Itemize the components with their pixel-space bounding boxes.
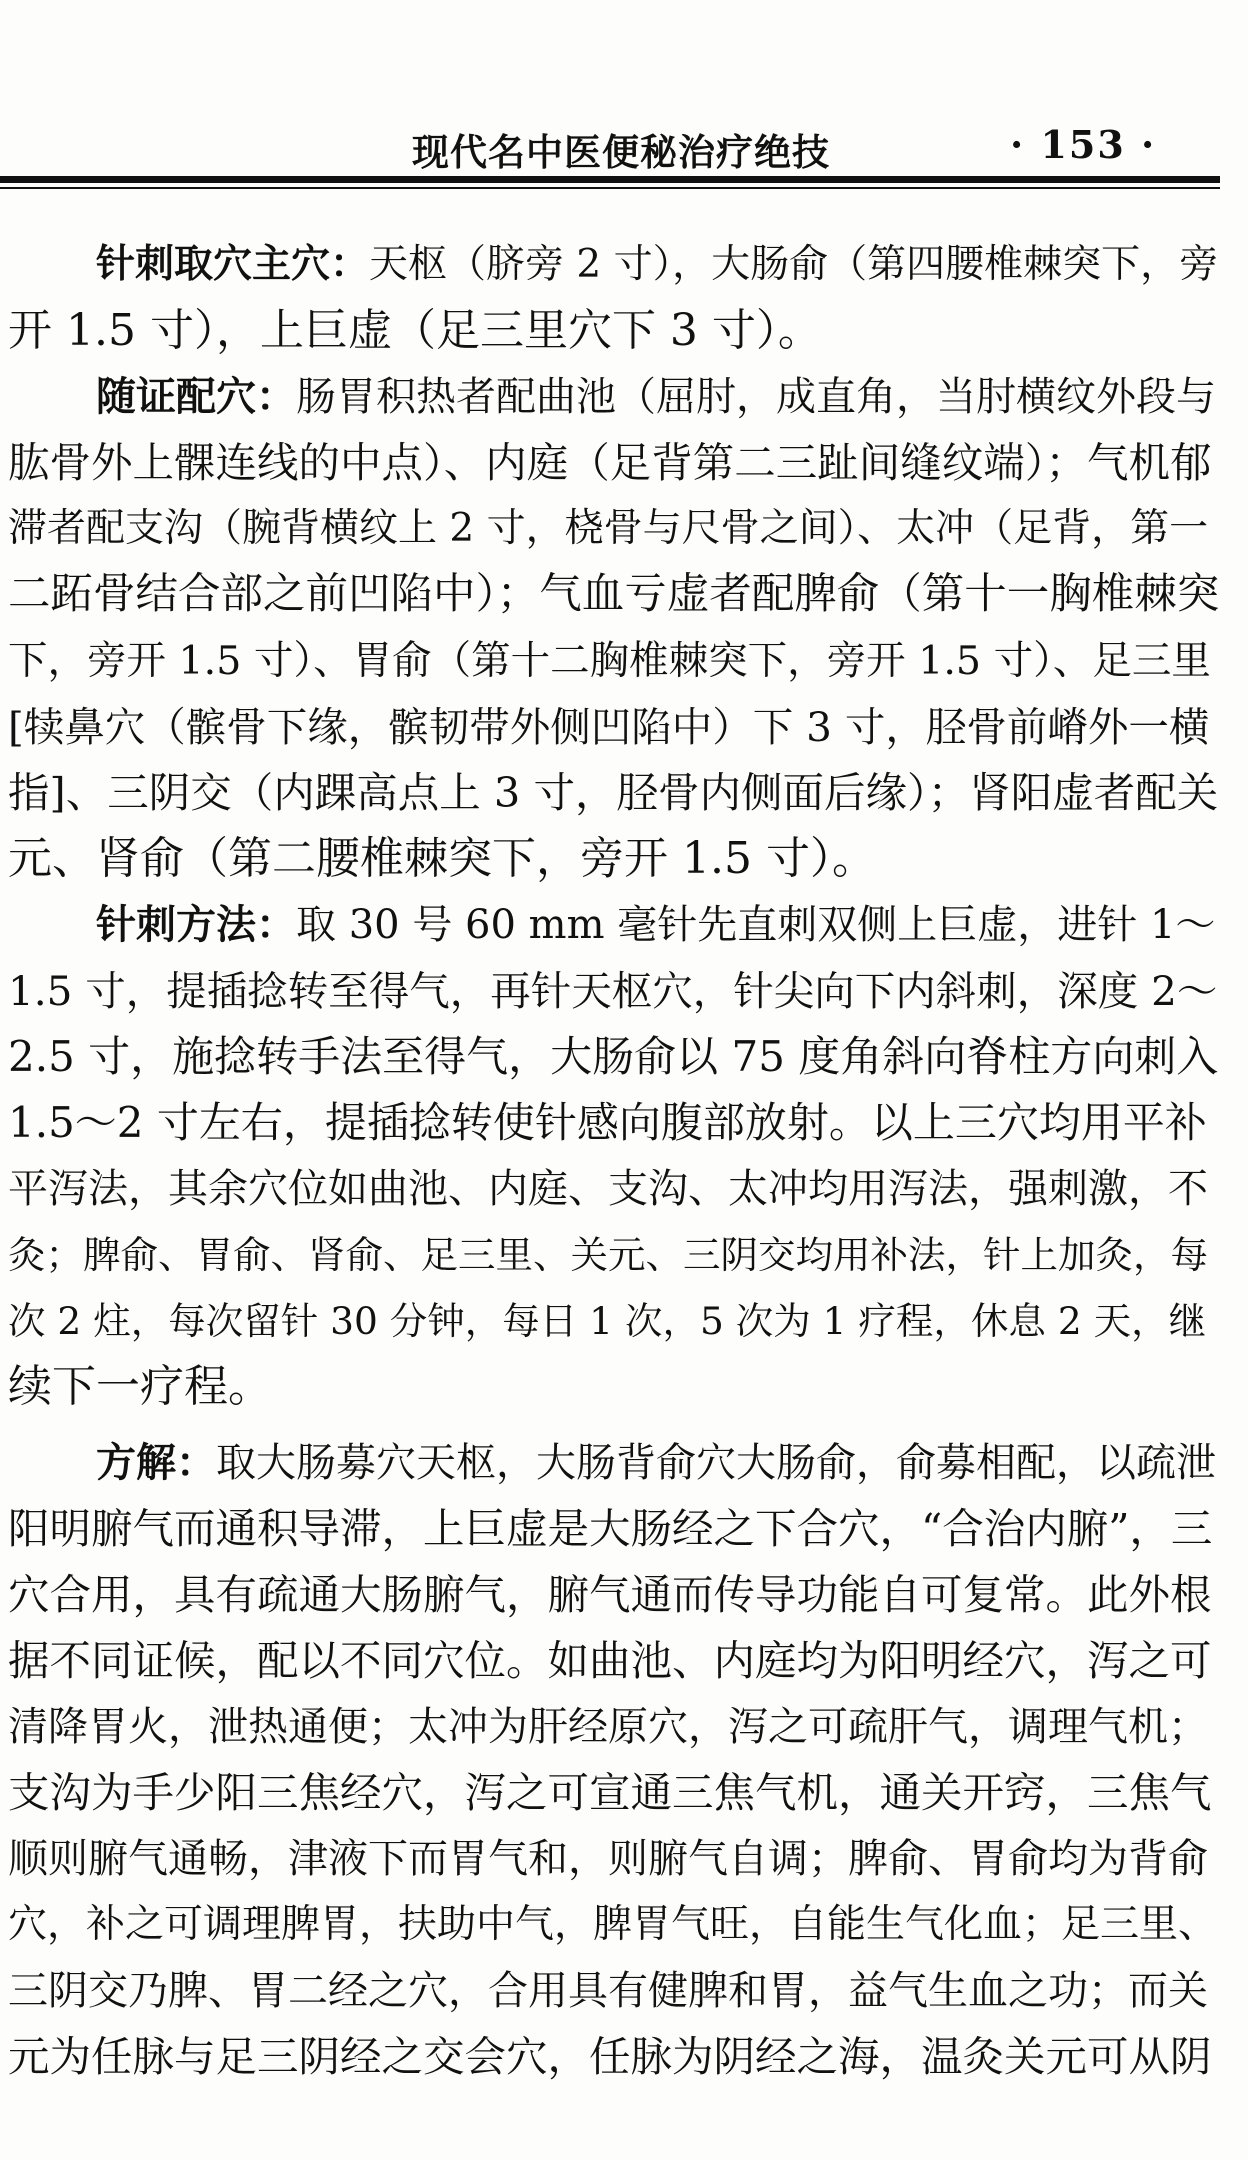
running-header (0, 118, 1248, 178)
page-number: · 153 · (1010, 122, 1157, 167)
text-line: [犊鼻穴（髌骨下缘，髌韧带外侧凹陷中）下 3 寸，胫骨前嵴外一横 (8, 703, 1210, 751)
text-line: 2.5 寸，施捻转手法至得气，大肠俞以 75 度角斜向脊柱方向刺入 (8, 1032, 1219, 1081)
text-run: 天枢（脐旁 2 寸），大肠俞（第四腰椎棘突下，旁 (369, 242, 1219, 287)
text-line: 肱骨外上髁连线的中点）、内庭（足背第二三趾间缝纹端）；气机郁 (8, 438, 1212, 487)
text-line: 续下一疗程。 (8, 1361, 272, 1412)
header-rule-thick (0, 176, 1220, 183)
section-heading-method: 针刺方法： (96, 902, 296, 948)
text-run: 取 30 号 60 mm 毫针先直刺双侧上巨虚，进针 1～ (296, 902, 1216, 948)
paragraph-method-line (8, 892, 1220, 958)
text-line: 三阴交乃脾、胃二经之穴，合用具有健脾和胃，益气生血之功；而关 (8, 1968, 1208, 2014)
text-line: 据不同证候，配以不同穴位。如曲池、内庭均为阳明经穴，泻之可 (8, 1636, 1212, 1685)
section-heading-matching-points: 随证配穴： (96, 374, 296, 420)
text-line: 穴合用，具有疏通大肠腑气，腑气通而传导功能自可复常。此外根 (8, 1570, 1212, 1619)
text-line: 阳明腑气而通积导滞，上巨虚是大肠经之下合穴，“合治内腑”，三 (8, 1504, 1213, 1553)
paragraph-gap (8, 1420, 1220, 1430)
text-line: 清降胃火，泄热通便；太冲为肝经原穴，泻之可疏肝气，调理气机； (8, 1704, 1208, 1750)
text-line: 开 1.5 寸），上巨虚（足三里穴下 3 寸）。 (8, 305, 822, 356)
text-line: 1.5 寸，提插捻转至得气，再针天枢穴，针尖向下内斜刺，深度 2～ (8, 967, 1218, 1015)
text-line: 元、肾俞（第二腰椎棘突下，旁开 1.5 寸）。 (8, 833, 876, 884)
text-line: 灸；脾俞、胃俞、肾俞、足三里、关元、三阴交均用补法，针上加灸，每 (8, 1233, 1208, 1277)
text-line: 顺则腑气通畅，津液下而胃气和，则腑气自调；脾俞、胃俞均为背俞 (8, 1836, 1208, 1882)
body-text (8, 232, 1220, 2090)
text-line: 1.5～2 寸左右，提插捻转使针感向腹部放射。以上三穴均用平补 (8, 1098, 1207, 1147)
book-title: 现代名中医便秘治疗绝技 (412, 131, 830, 174)
text-line: 滞者配支沟（腕背横纹上 2 寸，桡骨与尺骨之间）、太冲（足背，第一 (8, 506, 1209, 551)
section-heading-explanation: 方解： (96, 1440, 216, 1486)
text-run: 取大肠募穴天枢，大肠背俞穴大肠俞，俞募相配，以疏泄 (216, 1440, 1216, 1486)
text-line: 二跖骨结合部之前凹陷中）；气血亏虚者配脾俞（第十一胸椎棘突 (8, 570, 1220, 619)
header-rule-thin (0, 187, 1220, 189)
paragraph-matching-points-line (8, 364, 1220, 430)
paragraph-explanation-line (8, 1430, 1220, 1496)
text-line: 平泻法，其余穴位如曲池、内庭、支沟、太冲均用泻法，强刺激，不 (8, 1166, 1208, 1212)
text-line: 支沟为手少阳三焦经穴，泻之可宣通三焦气机，通关开窍，三焦气 (8, 1768, 1212, 1817)
section-heading-main-points: 针刺取穴主穴： (96, 242, 370, 287)
text-line: 穴，补之可调理脾胃，扶助中气，脾胃气旺，自能生气化血；足三里、 (8, 1902, 1218, 1947)
text-line: 元为任脉与足三阴经之交会穴，任脉为阴经之海，温灸关元可从阴 (8, 2032, 1212, 2081)
text-line: 次 2 炷，每次留针 30 分钟，每日 1 次，5 次为 1 疗程，休息 2 天，继 (8, 1299, 1207, 1343)
text-run: 肠胃积热者配曲池（屈肘，成直角，当肘横纹外段与 (296, 374, 1216, 420)
text-line: 下，旁开 1.5 寸）、胃俞（第十二胸椎棘突下，旁开 1.5 寸）、足三里 (8, 638, 1211, 684)
paragraph-main-points-line (8, 232, 1220, 298)
text-line: 指]、三阴交（内踝高点上 3 寸，胫骨内侧面后缘）；肾阳虚者配关 (8, 768, 1219, 817)
